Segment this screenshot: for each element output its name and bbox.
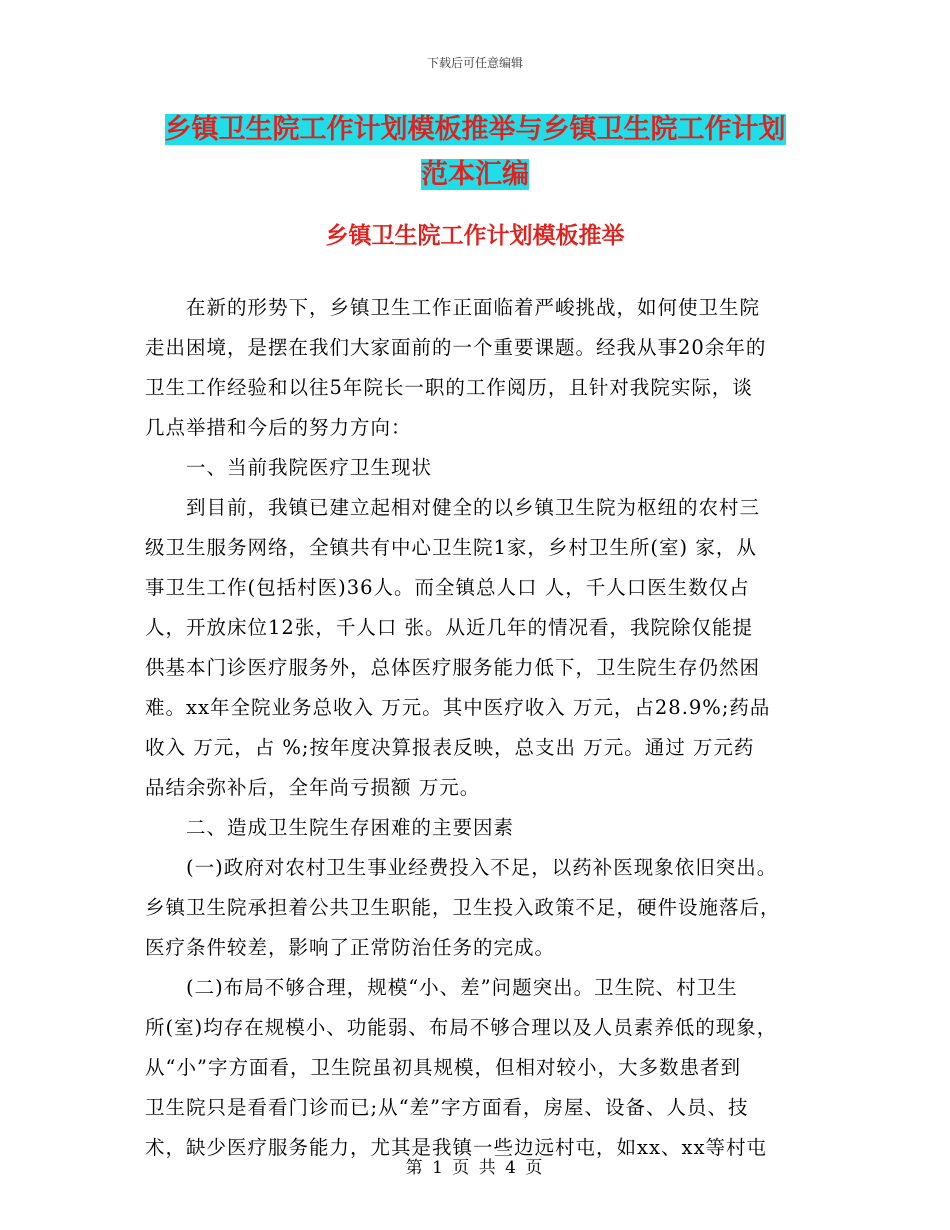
page-footer: 第 1 页 共 4 页 [405,1158,545,1178]
section-title: 乡镇卫生院工作计划模板推举 [325,222,625,249]
body-line: 人，开放床位12张，千人口 张。从近几年的情况看，我院除仅能提 [145,616,754,639]
body-line: 在新的形势下，乡镇卫生工作正面临着严峻挑战，如何使卫生院 [145,296,761,319]
body-line: 术，缺少医疗服务能力，尤其是我镇一些边远村屯，如xx、xx等村屯 [145,1136,767,1159]
body-line: 品结余弥补后，全年尚亏损额 万元。 [145,776,481,799]
body-line: 乡镇卫生院承担着公共卫生职能，卫生投入政策不足，硬件设施落后， [145,896,781,919]
body-line: 事卫生工作(包括村医)36人。而全镇总人口 人，千人口医生数仅占 [145,576,750,599]
document-title-line-1 [0,110,950,150]
body-line: (一)政府对农村卫生事业经费投入不足，以药补医现象依旧突出。 [145,856,778,879]
body-line: 供基本门诊医疗服务外，总体医疗服务能力低下，卫生院生存仍然困 [145,656,761,679]
body-line: 所(室)均存在规模小、功能弱、布局不够合理以及人员素养低的现象， [145,1016,778,1039]
document-title-text-2: 范本汇编 [421,159,529,190]
body-line: 走出困境，是摆在我们大家面前的一个重要课题。经我从事20余年的 [145,336,767,359]
body-line: 从“小”字方面看，卫生院虽初具规模，但相对较小，大多数患者到 [145,1056,741,1079]
body-line: 卫生院只是看看门诊而已;从“差”字方面看，房屋、设备、人员、技 [145,1096,749,1119]
document-title-text-1: 乡镇卫生院工作计划模板推举与乡镇卫生院工作计划 [164,114,786,145]
body-line: 级卫生服务网络，全镇共有中心卫生院1家，乡村卫生所(室) 家，从 [145,536,757,559]
body-line: (二)布局不够合理，规模“小、差”问题突出。卫生院、村卫生 [145,976,738,999]
body-line: 一、当前我院医疗卫生现状 [145,456,433,479]
body-line: 二、造成卫生院生存困难的主要因素 [145,816,515,839]
body-line: 卫生工作经验和以往5年院长一职的工作阅历，且针对我院实际，谈 [145,376,753,399]
body-line: 收入 万元，占 %;按年度决算报表反映，总支出 万元。通过 万元药 [145,736,755,759]
body-line: 难。xx年全院业务总收入 万元。其中医疗收入 万元，占28.9%;药品 [145,696,771,719]
document-body [145,288,805,1168]
document-title-line-2 [0,155,950,195]
header-note: 下载后可任意编辑 [426,56,523,70]
body-line: 几点举措和今后的努力方向： [145,416,412,439]
body-line: 医疗条件较差，影响了正常防治任务的完成。 [145,936,556,959]
body-line: 到目前，我镇已建立起相对健全的以乡镇卫生院为枢纽的农村三 [145,496,761,519]
